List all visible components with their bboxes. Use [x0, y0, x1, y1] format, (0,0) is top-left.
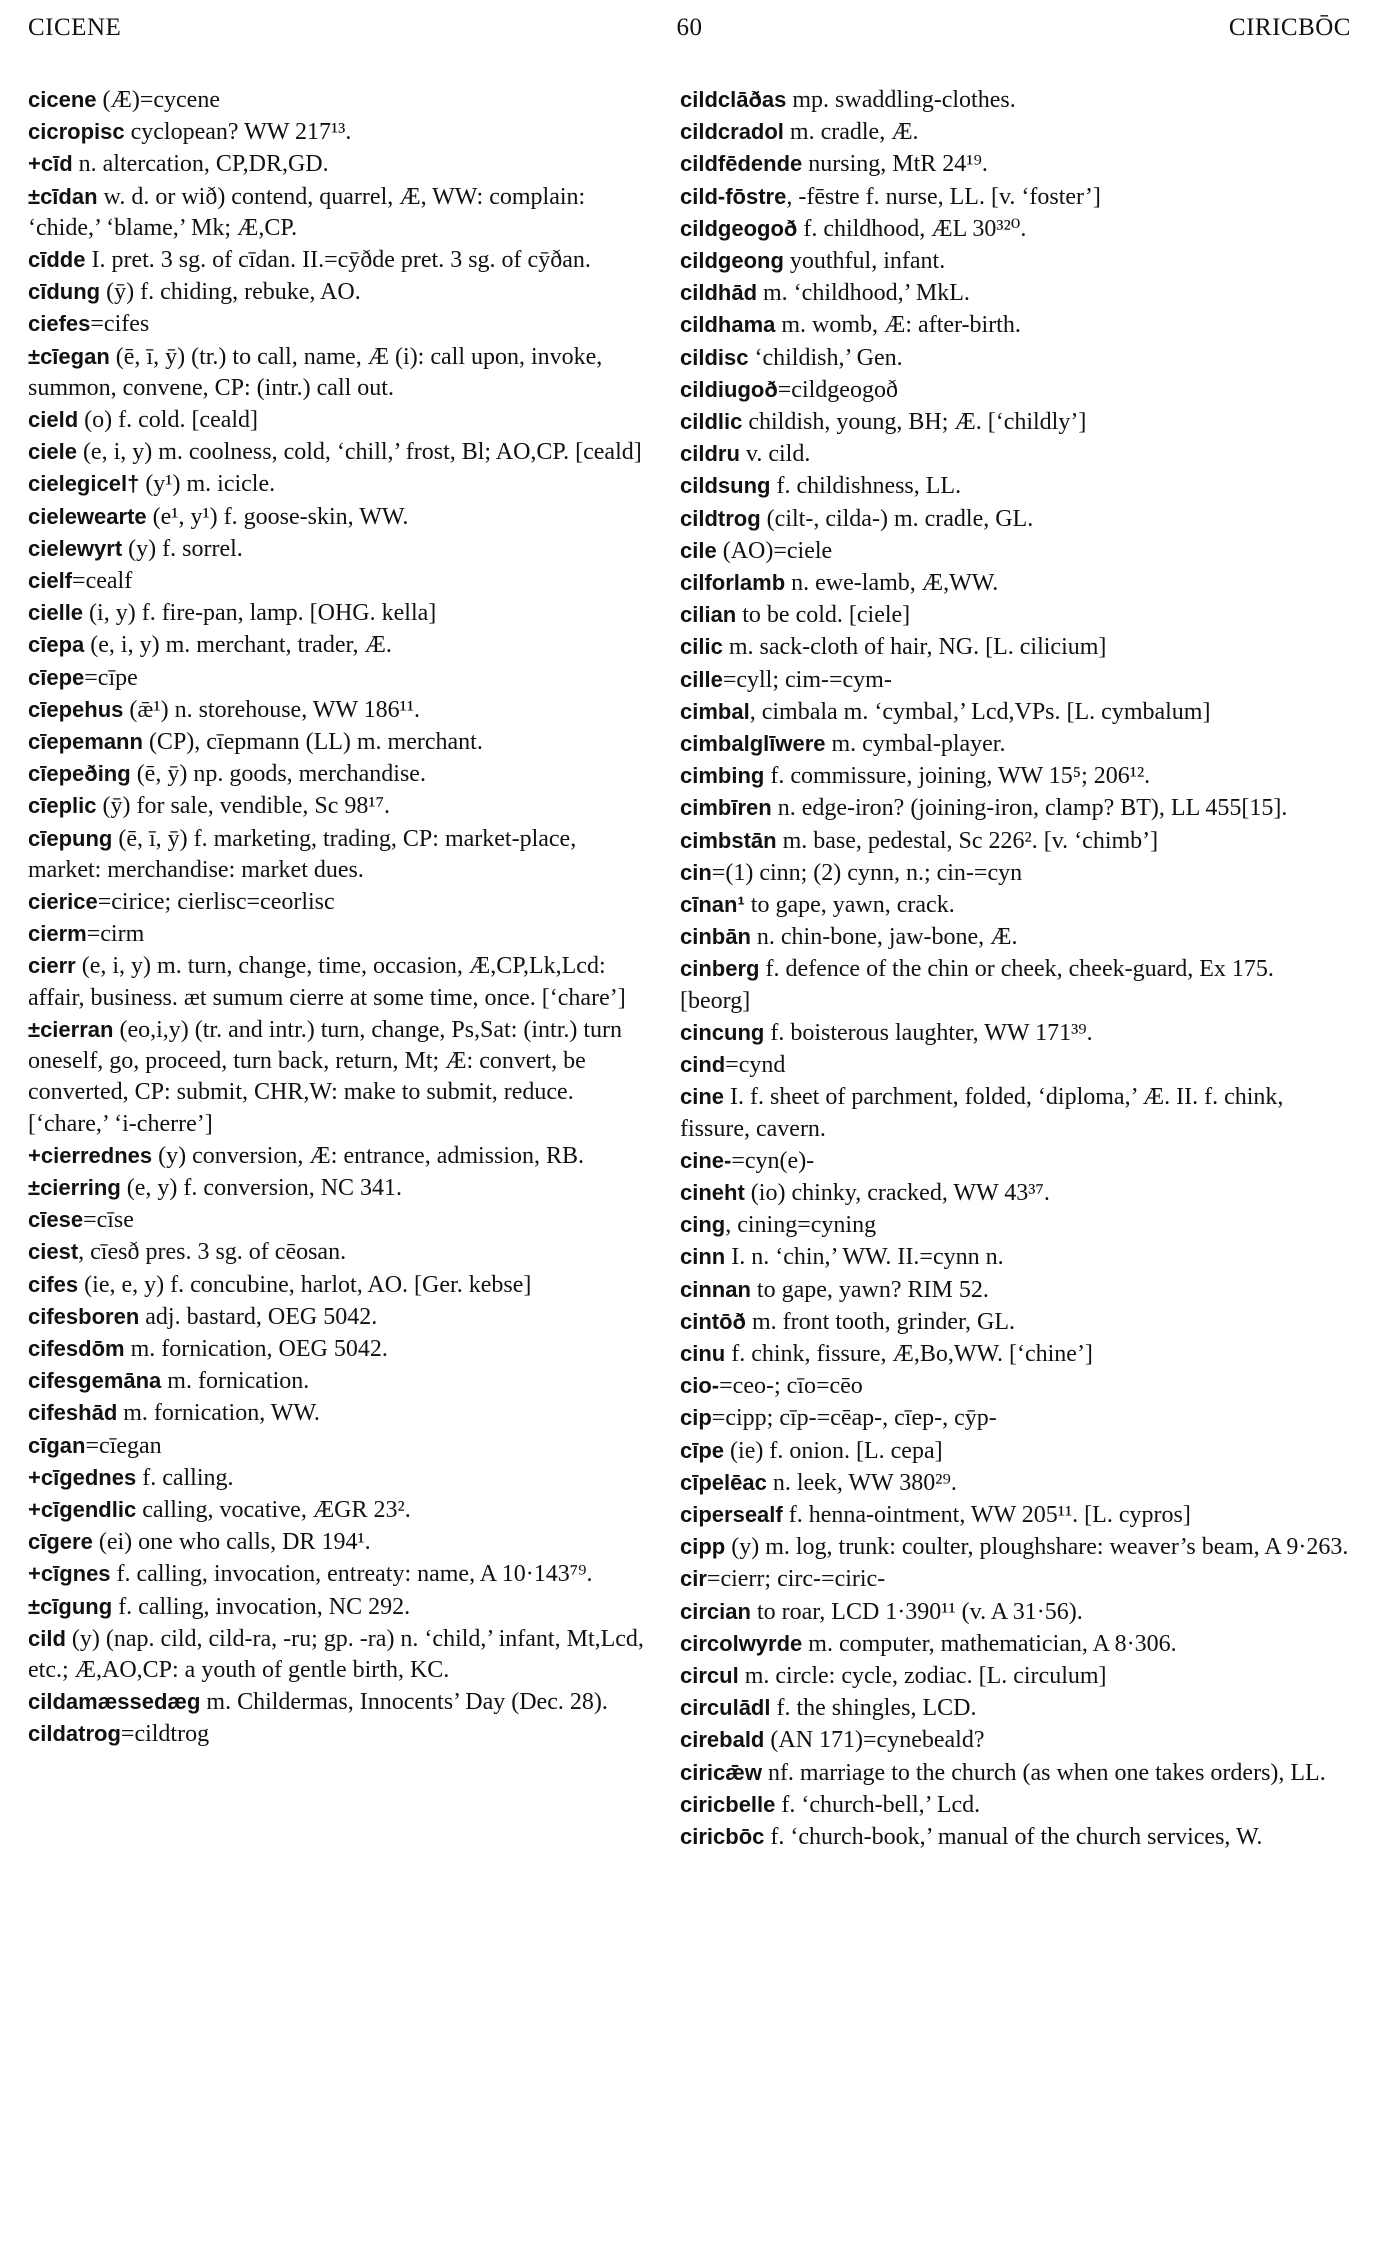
- entry-headword: cifesgemāna: [28, 1368, 162, 1394]
- entry-definition: f. calling, invocation, entreaty: name, A 10·143⁷⁹.: [110, 1561, 593, 1588]
- entry-definition: (ē, ī, ȳ) f. marketing, trading, CP: market-place, market: merchandise: market dues.: [28, 825, 577, 883]
- entry-headword: cinberg: [680, 956, 760, 982]
- entry-definition: f. boisterous laughter, WW 171³⁹.: [764, 1019, 1093, 1046]
- entry-headword: cirebald: [680, 1727, 765, 1753]
- dictionary-entry: [28, 918, 653, 950]
- dictionary-entry: [28, 1269, 653, 1301]
- entry-headword: cield: [28, 407, 79, 433]
- dictionary-entry: [680, 1724, 1350, 1756]
- entry-headword: cildgeogoð: [680, 215, 798, 241]
- entry-headword: circolwyrde: [680, 1630, 803, 1656]
- entry-headword: circulādl: [680, 1695, 771, 1721]
- entry-definition: =cealf: [72, 568, 133, 595]
- dictionary-entry: [680, 696, 1350, 728]
- entry-definition: f. childhood, ÆL 30³²⁰.: [797, 215, 1027, 242]
- entry-definition: (ie, e, y) f. concubine, harlot, AO. [Ger. kebse]: [78, 1271, 532, 1298]
- entry-headword: cīeplic: [28, 793, 97, 819]
- entry-headword: cipp: [680, 1534, 726, 1560]
- entry-headword: cielf: [28, 568, 73, 594]
- entry-headword: cinbān: [680, 924, 751, 950]
- entry-definition: (e¹, y¹) f. goose-skin, WW.: [146, 503, 409, 530]
- dictionary-entry: [28, 1623, 653, 1686]
- entry-headword: cipersealf: [680, 1501, 783, 1527]
- entry-definition: n. leek, WW 380²⁹.: [766, 1469, 957, 1496]
- dictionary-entry: [680, 1563, 1350, 1595]
- entry-headword: cir: [680, 1566, 707, 1592]
- entry-headword: cielegicel†: [28, 471, 140, 497]
- headword-left: CICENE: [28, 14, 122, 41]
- entry-definition: nf. marriage to the church (as when one takes orders), LL.: [761, 1759, 1326, 1786]
- dictionary-entry: [28, 1558, 653, 1590]
- entry-definition: (y) m. log, trunk: coulter, ploughshare: weaver’s beam, A 9·263.: [725, 1534, 1349, 1561]
- entry-headword: cīepemann: [28, 729, 143, 755]
- dictionary-entry: [28, 1430, 653, 1462]
- dictionary-entry: [680, 599, 1350, 631]
- entry-headword: cildiugoð: [680, 376, 778, 402]
- entry-definition: (CP), cīepmann (LL) m. merchant.: [142, 729, 483, 756]
- entry-definition: cyclopean? WW 217¹³.: [124, 119, 352, 146]
- dictionary-entry: [28, 1236, 653, 1268]
- dictionary-entry: [28, 181, 653, 244]
- entry-definition: to gape, yawn, crack.: [744, 892, 955, 919]
- entry-headword: cildlic: [680, 409, 743, 435]
- entry-definition: I. pret. 3 sg. of cīdan. II.=cȳðde pret. 3 sg. of cȳðan.: [85, 247, 591, 274]
- entry-headword: cinn: [680, 1244, 726, 1270]
- entry-headword: cine: [680, 1084, 725, 1110]
- dictionary-entry: [680, 1531, 1350, 1563]
- entry-definition: m. sack-cloth of hair, NG. [L. cilicium]: [722, 634, 1107, 661]
- dictionary-entry: [680, 1467, 1350, 1499]
- entry-headword: cin: [680, 859, 712, 885]
- dictionary-entry: [28, 758, 653, 790]
- entry-headword: cīepeðing: [28, 761, 131, 787]
- entry-definition: (e, i, y) m. coolness, cold, ‘chill,’ frost, Bl; AO,CP. [ceald]: [76, 439, 642, 466]
- dictionary-entry: [680, 1241, 1350, 1273]
- entry-headword: ±cīgung: [28, 1593, 113, 1619]
- dictionary-entry: [680, 567, 1350, 599]
- entry-definition: (ie) f. onion. [L. cepa]: [724, 1437, 943, 1464]
- dictionary-entry: [28, 404, 653, 436]
- entry-headword: cildsung: [680, 473, 771, 499]
- dictionary-entry: [680, 728, 1350, 760]
- entry-definition: f. the shingles, LCD.: [770, 1695, 977, 1722]
- entry-definition: (ei) one who calls, DR 194¹.: [92, 1529, 371, 1556]
- entry-definition: m. base, pedestal, Sc 226². [v. ‘chimb’]: [776, 827, 1159, 854]
- dictionary-entry: [680, 309, 1350, 341]
- entry-definition: n. ewe-lamb, Æ,WW.: [785, 570, 999, 597]
- entry-headword: cīpelēac: [680, 1469, 767, 1495]
- entry-headword: cip: [680, 1405, 712, 1431]
- entry-headword: cildru: [680, 441, 740, 467]
- dictionary-entry: [680, 1596, 1350, 1628]
- entry-definition: mp. swaddling-clothes.: [786, 87, 1016, 113]
- dictionary-entry: [680, 1821, 1350, 1853]
- dictionary-entry: [28, 823, 653, 886]
- entry-headword: cīepung: [28, 825, 113, 851]
- entry-definition: , cining=cyning: [725, 1212, 877, 1239]
- dictionary-entry: [680, 664, 1350, 696]
- dictionary-entry: [680, 342, 1350, 374]
- entry-definition: m. fornication, OEG 5042.: [124, 1335, 388, 1362]
- dictionary-entry: [28, 565, 653, 597]
- dictionary-entry: [28, 950, 653, 1013]
- entry-definition: I. f. sheet of parchment, folded, ‘diploma,’ Æ. II. f. chink, fissure, cavern.: [680, 1084, 1284, 1142]
- dictionary-entry: [28, 1494, 653, 1526]
- entry-definition: (i, y) f. fire-pan, lamp. [OHG. kella]: [83, 600, 437, 627]
- dictionary-entry: [28, 1526, 653, 1558]
- entry-definition: =cildtrog: [120, 1721, 210, 1748]
- dictionary-entry: [28, 597, 653, 629]
- entry-headword: cille: [680, 666, 723, 692]
- dictionary-entry: [28, 341, 653, 404]
- entry-definition: (AN 171)=cynebeald?: [764, 1727, 985, 1754]
- dictionary-entry: [28, 694, 653, 726]
- entry-definition: f. ‘church-book,’ manual of the church services, W.: [764, 1823, 1263, 1850]
- entry-headword: cicropisc: [28, 119, 125, 145]
- dictionary-entry: [28, 308, 653, 340]
- entry-headword: cifeshād: [28, 1400, 118, 1426]
- entry-definition: =cifes: [90, 311, 150, 338]
- entry-headword: cildisc: [680, 344, 749, 370]
- entry-headword: cilian: [680, 602, 737, 628]
- entry-definition: (y¹) m. icicle.: [139, 471, 276, 498]
- entry-definition: m. fornication.: [161, 1368, 310, 1395]
- entry-definition: =cildgeogoð: [777, 376, 898, 403]
- entry-definition: , cīesð pres. 3 sg. of cēosan.: [78, 1239, 347, 1266]
- entry-headword: +cīgendlic: [28, 1496, 137, 1522]
- entry-definition: (Æ)=cycene: [96, 87, 220, 113]
- entry-headword: cildtrog: [680, 505, 761, 531]
- entry-headword: cīgan: [28, 1432, 86, 1458]
- entry-definition: (ē, ȳ) np. goods, merchandise.: [130, 761, 426, 788]
- dictionary-entry: [28, 533, 653, 565]
- entry-definition: (eo,i,y) (tr. and intr.) turn, change, Ps,Sat: (intr.) turn oneself, go, proceed, turn back, return, Mt; Æ: convert, be converted, CP: submit, CHR,W: make to submit, reduce. [‘chare,’ ‘i-cherre’]: [28, 1016, 623, 1137]
- entry-definition: (ȳ) for sale, vendible, Sc 98¹⁷.: [96, 793, 390, 820]
- entry-definition: (e, i, y) m. turn, change, time, occasion, Æ,CP,Lk,Lcd: affair, business. æt sumum cierre at some time, once. [‘chare’]: [28, 953, 626, 1011]
- dictionary-entry: [680, 213, 1350, 245]
- entry-headword: cīpe: [680, 1437, 725, 1463]
- entry-headword: cicene: [28, 87, 97, 112]
- entry-headword: cilforlamb: [680, 570, 786, 596]
- entry-definition: =cierr; circ-=ciric-: [706, 1566, 886, 1593]
- entry-headword: cīepa: [28, 632, 85, 658]
- entry-headword: cinnan: [680, 1276, 751, 1302]
- entry-headword: cīnan¹: [680, 892, 745, 918]
- dictionary-entry: [680, 1274, 1350, 1306]
- entry-definition: f. commissure, joining, WW 15⁵; 206¹².: [764, 763, 1151, 790]
- entry-definition: childish, young, BH; Æ. [‘childly’]: [742, 409, 1087, 436]
- dictionary-entry: [680, 1660, 1350, 1692]
- page-number: 60: [676, 14, 703, 41]
- entry-headword: cīepe: [28, 664, 85, 690]
- entry-headword: cīese: [28, 1207, 84, 1233]
- entry-headword: ±cierran: [28, 1016, 114, 1042]
- entry-headword: ±cierring: [28, 1174, 121, 1200]
- dictionary-entry: [680, 374, 1350, 406]
- dictionary-entry: [28, 436, 653, 468]
- entry-headword: cild-fōstre: [680, 183, 787, 209]
- entry-definition: , cimbala m. ‘cymbal,’ Lcd,VPs. [L. cymbalum]: [749, 698, 1211, 725]
- entry-definition: (io) chinky, cracked, WW 43³⁷.: [744, 1179, 1050, 1206]
- entry-headword: cielle: [28, 600, 84, 626]
- dictionary-entry: [28, 468, 653, 500]
- dictionary-entry: [680, 116, 1350, 148]
- entry-headword: circian: [680, 1598, 751, 1624]
- entry-definition: w. d. or wið) contend, quarrel, Æ, WW: complain: ‘chide,’ ‘blame,’ Mk; Æ,CP.: [28, 183, 586, 241]
- entry-headword: ciefes: [28, 311, 91, 337]
- dictionary-entry: [680, 857, 1350, 889]
- dictionary-entry: [680, 1049, 1350, 1081]
- dictionary-entry: [680, 245, 1350, 277]
- entry-definition: =cyll; cim-=cym-: [722, 666, 892, 693]
- dictionary-entry: [28, 148, 653, 180]
- dictionary-entry: [28, 1462, 653, 1494]
- entry-definition: to be cold. [ciele]: [736, 602, 911, 629]
- entry-headword: cimbīren: [680, 795, 772, 821]
- entry-definition: calling, vocative, ÆGR 23².: [136, 1496, 411, 1523]
- entry-headword: cierm: [28, 921, 87, 947]
- entry-definition: (ǣ¹) n. storehouse, WW 186¹¹.: [123, 696, 421, 723]
- entry-definition: m. front tooth, grinder, GL.: [746, 1308, 1015, 1335]
- entry-definition: m. circle: cycle, zodiac. [L. circulum]: [738, 1662, 1107, 1689]
- dictionary-entry: [28, 1172, 653, 1204]
- dictionary-entry: [680, 1145, 1350, 1177]
- entry-headword: ciele: [28, 439, 77, 465]
- dictionary-entry: [680, 535, 1350, 567]
- left-column: [28, 84, 653, 1751]
- entry-headword: cine-: [680, 1147, 732, 1173]
- entry-definition: youthful, infant.: [783, 248, 946, 275]
- entry-headword: cifes: [28, 1271, 79, 1297]
- dictionary-entry: [28, 726, 653, 758]
- entry-definition: =cyn(e)-: [731, 1147, 815, 1174]
- entry-definition: ‘childish,’ Gen.: [748, 344, 903, 371]
- entry-headword: cildamæssedæg: [28, 1689, 201, 1715]
- right-column: [680, 84, 1350, 1853]
- entry-definition: n. chin-bone, jaw-bone, Æ.: [750, 924, 1018, 951]
- entry-definition: f. calling, invocation, NC 292.: [112, 1593, 411, 1620]
- dictionary-entry: [680, 1435, 1350, 1467]
- dictionary-entry: [680, 406, 1350, 438]
- entry-headword: cifesboren: [28, 1303, 140, 1329]
- dictionary-entry: [680, 438, 1350, 470]
- entry-headword: cilic: [680, 634, 723, 660]
- entry-definition: =cīpe: [84, 664, 138, 691]
- entry-headword: ±cīdan: [28, 183, 98, 209]
- entry-definition: (e, y) f. conversion, NC 341.: [120, 1174, 403, 1201]
- dictionary-entry: [28, 886, 653, 918]
- dictionary-entry: [28, 1365, 653, 1397]
- entry-definition: =cynd: [725, 1052, 786, 1079]
- dictionary-entry: [28, 276, 653, 308]
- entry-definition: (y) conversion, Æ: entrance, admission, RB.: [152, 1142, 585, 1169]
- entry-headword: +cierrednes: [28, 1142, 153, 1168]
- entry-definition: n. altercation, CP,DR,GD.: [72, 151, 329, 178]
- entry-headword: +cīgnes: [28, 1561, 111, 1587]
- entry-headword: cimbing: [680, 763, 765, 789]
- dictionary-entry: [680, 792, 1350, 824]
- dictionary-entry: [680, 148, 1350, 180]
- entry-definition: to gape, yawn? RIM 52.: [750, 1276, 989, 1303]
- entry-definition: adj. bastard, OEG 5042.: [139, 1303, 378, 1330]
- dictionary-entry: [680, 1692, 1350, 1724]
- entry-definition: m. womb, Æ: after-birth.: [775, 312, 1021, 339]
- dictionary-entry: [680, 1338, 1350, 1370]
- entry-definition: f. calling.: [136, 1464, 234, 1491]
- dictionary-entry: [28, 1301, 653, 1333]
- dictionary-entry: [680, 1081, 1350, 1144]
- entry-headword: circul: [680, 1662, 739, 1688]
- entry-definition: to roar, LCD 1·390¹¹ (v. A 31·56).: [750, 1598, 1083, 1625]
- entry-definition: (AO)=ciele: [716, 537, 833, 564]
- entry-definition: m. ‘childhood,’ MkL.: [757, 280, 970, 307]
- entry-headword: cimbstān: [680, 827, 777, 853]
- dictionary-entry: [680, 503, 1350, 535]
- dictionary-entry: [28, 501, 653, 533]
- entry-definition: =ceo-; cīo=cēo: [719, 1373, 863, 1400]
- entry-headword: cildhama: [680, 312, 776, 338]
- dictionary-entry: [28, 244, 653, 276]
- entry-headword: +cīgednes: [28, 1464, 137, 1490]
- entry-headword: ciricbelle: [680, 1791, 776, 1817]
- entry-definition: =cīegan: [85, 1432, 162, 1459]
- entry-headword: cierice: [28, 889, 98, 915]
- dictionary-entry: [680, 631, 1350, 663]
- entry-definition: (y) (nap. cild, cild-ra, -ru; gp. -ra) n. ‘child,’ infant, Mt,Lcd, etc.; Æ,AO,CP: a youth of gentle birth, KC.: [28, 1625, 644, 1683]
- dictionary-entry: [28, 1333, 653, 1365]
- entry-headword: cimbalglīwere: [680, 731, 826, 757]
- entry-definition: v. cild.: [739, 441, 811, 468]
- entry-headword: cinu: [680, 1340, 726, 1366]
- dictionary-entry: [680, 1209, 1350, 1241]
- dictionary-entry: [28, 1397, 653, 1429]
- dictionary-entry: [28, 629, 653, 661]
- entry-definition: =cipp; cīp-=cēap-, cīep-, cȳp-: [711, 1405, 997, 1432]
- entry-definition: =cirice; cierlisc=ceorlisc: [97, 889, 335, 916]
- entry-headword: cild: [28, 1625, 66, 1651]
- entry-headword: cīgere: [28, 1529, 93, 1555]
- dictionary-entry: [680, 1402, 1350, 1434]
- entry-headword: cintōð: [680, 1308, 746, 1334]
- dictionary-entry: [28, 116, 653, 148]
- entry-definition: f. henna-ointment, WW 205¹¹. [L. cypros]: [782, 1501, 1191, 1528]
- dictionary-entry: [680, 760, 1350, 792]
- dictionary-entry: [28, 662, 653, 694]
- dictionary-entry: [680, 1499, 1350, 1531]
- entry-headword: cīepehus: [28, 696, 124, 722]
- entry-headword: cildgeong: [680, 248, 784, 274]
- entry-headword: cildhād: [680, 280, 758, 306]
- entry-headword: +cīd: [28, 151, 73, 177]
- dictionary-entry: [28, 1591, 653, 1623]
- entry-headword: ±cīegan: [28, 343, 110, 369]
- entry-definition: m. Childermas, Innocents’ Day (Dec. 28).: [200, 1689, 608, 1716]
- dictionary-entry: [680, 889, 1350, 921]
- entry-definition: m. cymbal-player.: [825, 731, 1006, 758]
- entry-definition: m. fornication, WW.: [117, 1400, 320, 1427]
- entry-definition: f. chink, fissure, Æ,Bo,WW. [‘chine’]: [725, 1340, 1093, 1367]
- entry-headword: cile: [680, 537, 717, 563]
- dictionary-entry: [680, 921, 1350, 953]
- entry-definition: =cirm: [86, 921, 145, 948]
- dictionary-entry: [28, 1718, 653, 1750]
- dictionary-entry: [680, 1789, 1350, 1821]
- entry-definition: (ē, ī, ȳ) (tr.) to call, name, Æ (i): call upon, invoke, summon, convene, CP: (intr.) call out.: [28, 343, 603, 401]
- entry-definition: f. childishness, LL.: [770, 473, 962, 500]
- entry-headword: cincung: [680, 1019, 765, 1045]
- dictionary-entry: [680, 1628, 1350, 1660]
- entry-headword: cildatrog: [28, 1721, 121, 1747]
- entry-definition: n. edge-iron? (joining-iron, clamp? BT), LL 455[15].: [771, 795, 1288, 822]
- entry-headword: cimbal: [680, 698, 750, 724]
- entry-headword: cildclāðas: [680, 87, 787, 112]
- dictionary-entry: [28, 1204, 653, 1236]
- dictionary-entry: [680, 84, 1350, 116]
- dictionary-entry: [680, 470, 1350, 502]
- entry-headword: cielewearte: [28, 503, 147, 529]
- dictionary-entry: [680, 1757, 1350, 1789]
- dictionary-entry: [680, 953, 1350, 1016]
- entry-headword: ciest: [28, 1239, 79, 1265]
- entry-headword: cing: [680, 1212, 726, 1238]
- entry-definition: f. ‘church-bell,’ Lcd.: [775, 1791, 981, 1818]
- dictionary-entry: [28, 790, 653, 822]
- entry-definition: (ȳ) f. chiding, rebuke, AO.: [100, 279, 361, 306]
- entry-headword: ciricǣw: [680, 1759, 762, 1785]
- entry-headword: cio-: [680, 1373, 720, 1399]
- dictionary-entry: [680, 1370, 1350, 1402]
- entry-headword: cīdde: [28, 247, 86, 273]
- running-head: [28, 14, 1351, 48]
- dictionary-entry: [680, 1017, 1350, 1049]
- headword-right: CIRICBŌC: [1228, 14, 1351, 41]
- entry-definition: =cīse: [83, 1207, 134, 1234]
- dictionary-entry: [680, 1306, 1350, 1338]
- entry-definition: m. computer, mathematician, A 8·306.: [802, 1630, 1177, 1657]
- entry-headword: cind: [680, 1052, 726, 1078]
- entry-headword: cildfēdende: [680, 151, 803, 177]
- dictionary-entry: [680, 181, 1350, 213]
- entry-headword: cineht: [680, 1179, 745, 1205]
- entry-definition: (y) f. sorrel.: [122, 535, 243, 562]
- dictionary-entry: [680, 1177, 1350, 1209]
- entry-definition: m. cradle, Æ.: [783, 119, 919, 146]
- entry-definition: (e, i, y) m. merchant, trader, Æ.: [84, 632, 392, 659]
- dictionary-entry: [28, 84, 653, 116]
- dictionary-entry: [28, 1014, 653, 1140]
- entry-definition: (o) f. cold. [ceald]: [78, 407, 259, 434]
- dictionary-entry: [680, 277, 1350, 309]
- entry-headword: cielewyrt: [28, 535, 123, 561]
- entry-definition: , -fēstre f. nurse, LL. [v. ‘foster’]: [786, 183, 1101, 210]
- entry-definition: =(1) cinn; (2) cynn, n.; cin-=cyn: [711, 859, 1023, 886]
- entry-definition: nursing, MtR 24¹⁹.: [802, 151, 988, 178]
- entry-headword: cierr: [28, 953, 76, 979]
- dictionary-entry: [680, 825, 1350, 857]
- entry-definition: f. defence of the chin or cheek, cheek-guard, Ex 175. [beorg]: [680, 956, 1274, 1014]
- entry-headword: cifesdōm: [28, 1335, 125, 1361]
- entry-headword: cildcradol: [680, 119, 784, 145]
- entry-headword: ciricbōc: [680, 1823, 765, 1849]
- dictionary-entry: [28, 1686, 653, 1718]
- entry-headword: cīdung: [28, 279, 101, 305]
- dictionary-entry: [28, 1140, 653, 1172]
- entry-definition: (cilt-, cilda-) m. cradle, GL.: [760, 505, 1034, 532]
- entry-definition: I. n. ‘chin,’ WW. II.=cynn n.: [725, 1244, 1004, 1271]
